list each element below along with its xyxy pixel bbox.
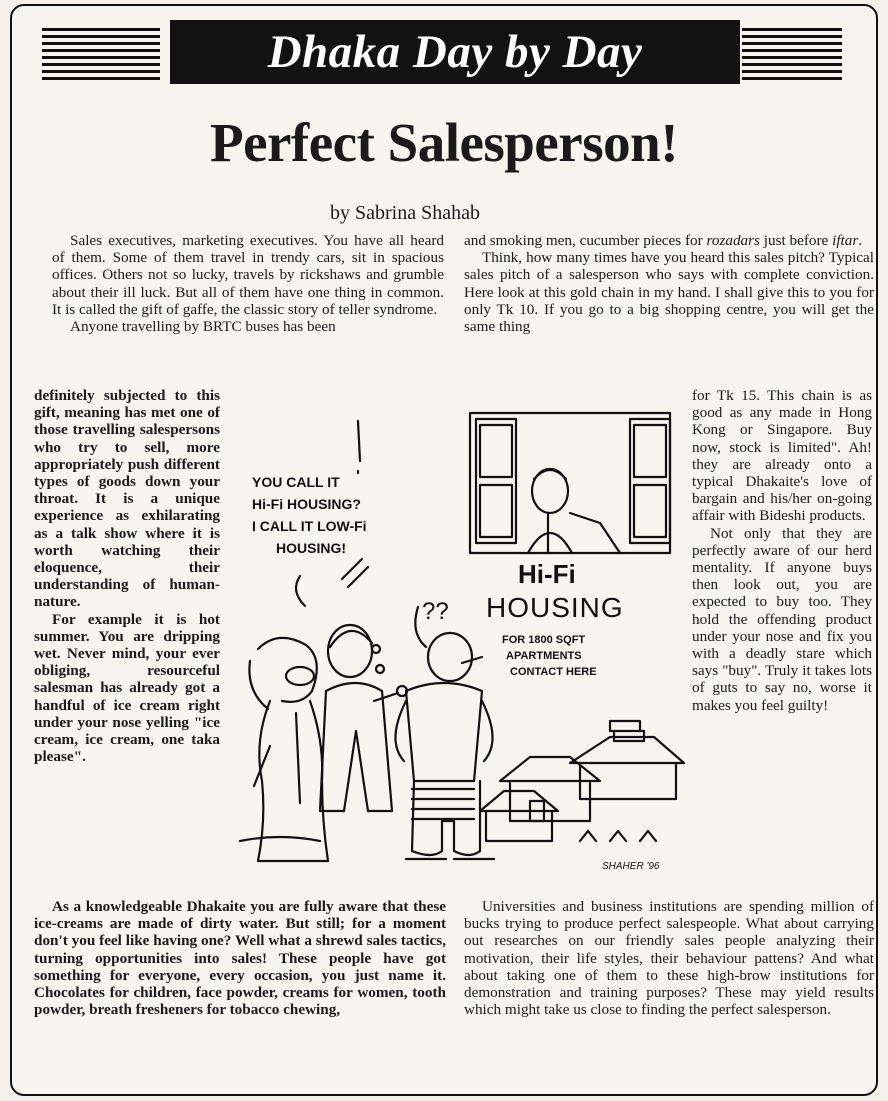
speech-line: HOUSING!: [276, 540, 346, 556]
right-column-top: [464, 232, 874, 335]
sign-line: FOR 1800 SQFT: [502, 634, 586, 646]
left-column-bottom: [34, 898, 446, 1018]
masthead-rule-right: [742, 28, 842, 84]
italic-word: iftar: [832, 232, 859, 249]
speech-line: I CALL IT LOW-Fi: [252, 518, 367, 534]
speech-line: Hi-Fi HOUSING?: [252, 496, 361, 512]
paragraph: Think, how many times have you heard this sales pitch? Typical sales pitch of a salesperson who says with complete conviction. Here look at this gold chain in my hand. I shall give this to you for only Tk 10. If you go to a big shopping centre, you will get the same thing: [464, 249, 874, 336]
right-column-narrow: [692, 387, 872, 714]
left-column-top: [52, 232, 444, 335]
column-masthead: [42, 20, 842, 86]
sign-line: APARTMENTS: [506, 650, 582, 662]
paragraph: As a knowledgeable Dhakaite you are fully aware that these ice-creams are made of dirty water. But still; for a moment don't you feel like having one? Well what a shrewd sales tactics, turning opportunities into sales! These people have got something for everyone, every occasion, you just name it. Chocolates for children, face powder, creams for women, tooth powder, breath fresheners for tobacco chewing,: [34, 898, 446, 1019]
italic-word: rozadars: [706, 232, 760, 249]
paragraph: Sales executives, marketing executives. You have all heard of them. Some of them travel in trendy cars, sit in spacious offices. Others not so lucky, travels by rickshaws and grumble about their ill luck. But all of them have one thing in common. It is called the gift of gaffe, the classic story of teller syndrome.: [52, 232, 444, 318]
right-column-bottom: [464, 898, 874, 1018]
paragraph: definitely subjected to this gift, meaning has met one of those travelling salespersons who try to sell, more appropriately push different types of goods down your throat. It is a unique experience as exhilarating as a talk show where it is worth watching their eloquence, their understanding of human-nature.: [34, 387, 220, 611]
paragraph: and smoking men, cucumber pieces for rozadars just before iftar.: [464, 232, 863, 249]
artist-signature: SHAHER '96: [602, 861, 660, 872]
sign-subtitle: HOUSING: [486, 592, 624, 623]
paragraph: Not only that they are perfectly aware of our herd mentality. If anyone buys then look out, you are expected to buy too. They hold the offending product under your nose and fix you with a deadly stare which says "buy". Truly it takes lots of guts to say no, worse it makes you feel guilty!: [692, 524, 872, 714]
paragraph: Universities and business institutions are spending million of bucks trying to produce perfect salespeople. What about carrying out researches on our friendly sales people analyzing their motivation, their life styles, their behaviour pattens? And what about taking one of them to these high-brow institutions for demonstration and training purposes? These may yield results which might take us close to finding the perfect salesperson.: [464, 898, 874, 1019]
sign-line: CONTACT HERE: [510, 666, 597, 678]
article-headline: Perfect Salesperson!: [209, 112, 679, 173]
window-frame: [470, 413, 670, 553]
article-byline: by Sabrina Shahab: [330, 202, 480, 224]
paragraph: For example it is hot summer. You are dripping wet. Never mind, your ever obliging, resourceful salesman has already got a handful of ice cream right under your nose yelling "ice cream, ice cream, one taka please".: [34, 610, 220, 766]
paragraph: Anyone travelling by BRTC buses has been: [70, 318, 336, 336]
cartoon-illustration: [230, 401, 692, 879]
sign-title: Hi-Fi: [518, 559, 576, 589]
speech-line: YOU CALL IT: [252, 474, 340, 490]
masthead-rule-left: [42, 28, 160, 84]
left-column-narrow: [34, 387, 220, 765]
newspaper-clipping: [10, 4, 878, 1096]
column-title: Dhaka Day by Day: [170, 20, 740, 84]
question-marks: ??: [422, 598, 449, 625]
paragraph: for Tk 15. This chain is as good as any made in Hong Kong or Singapore. Buy now, stock is limited". Ah! they are already onto a typical Dhakaite's love of bargain and his/her on-going affair with Bideshi products.: [692, 387, 872, 525]
